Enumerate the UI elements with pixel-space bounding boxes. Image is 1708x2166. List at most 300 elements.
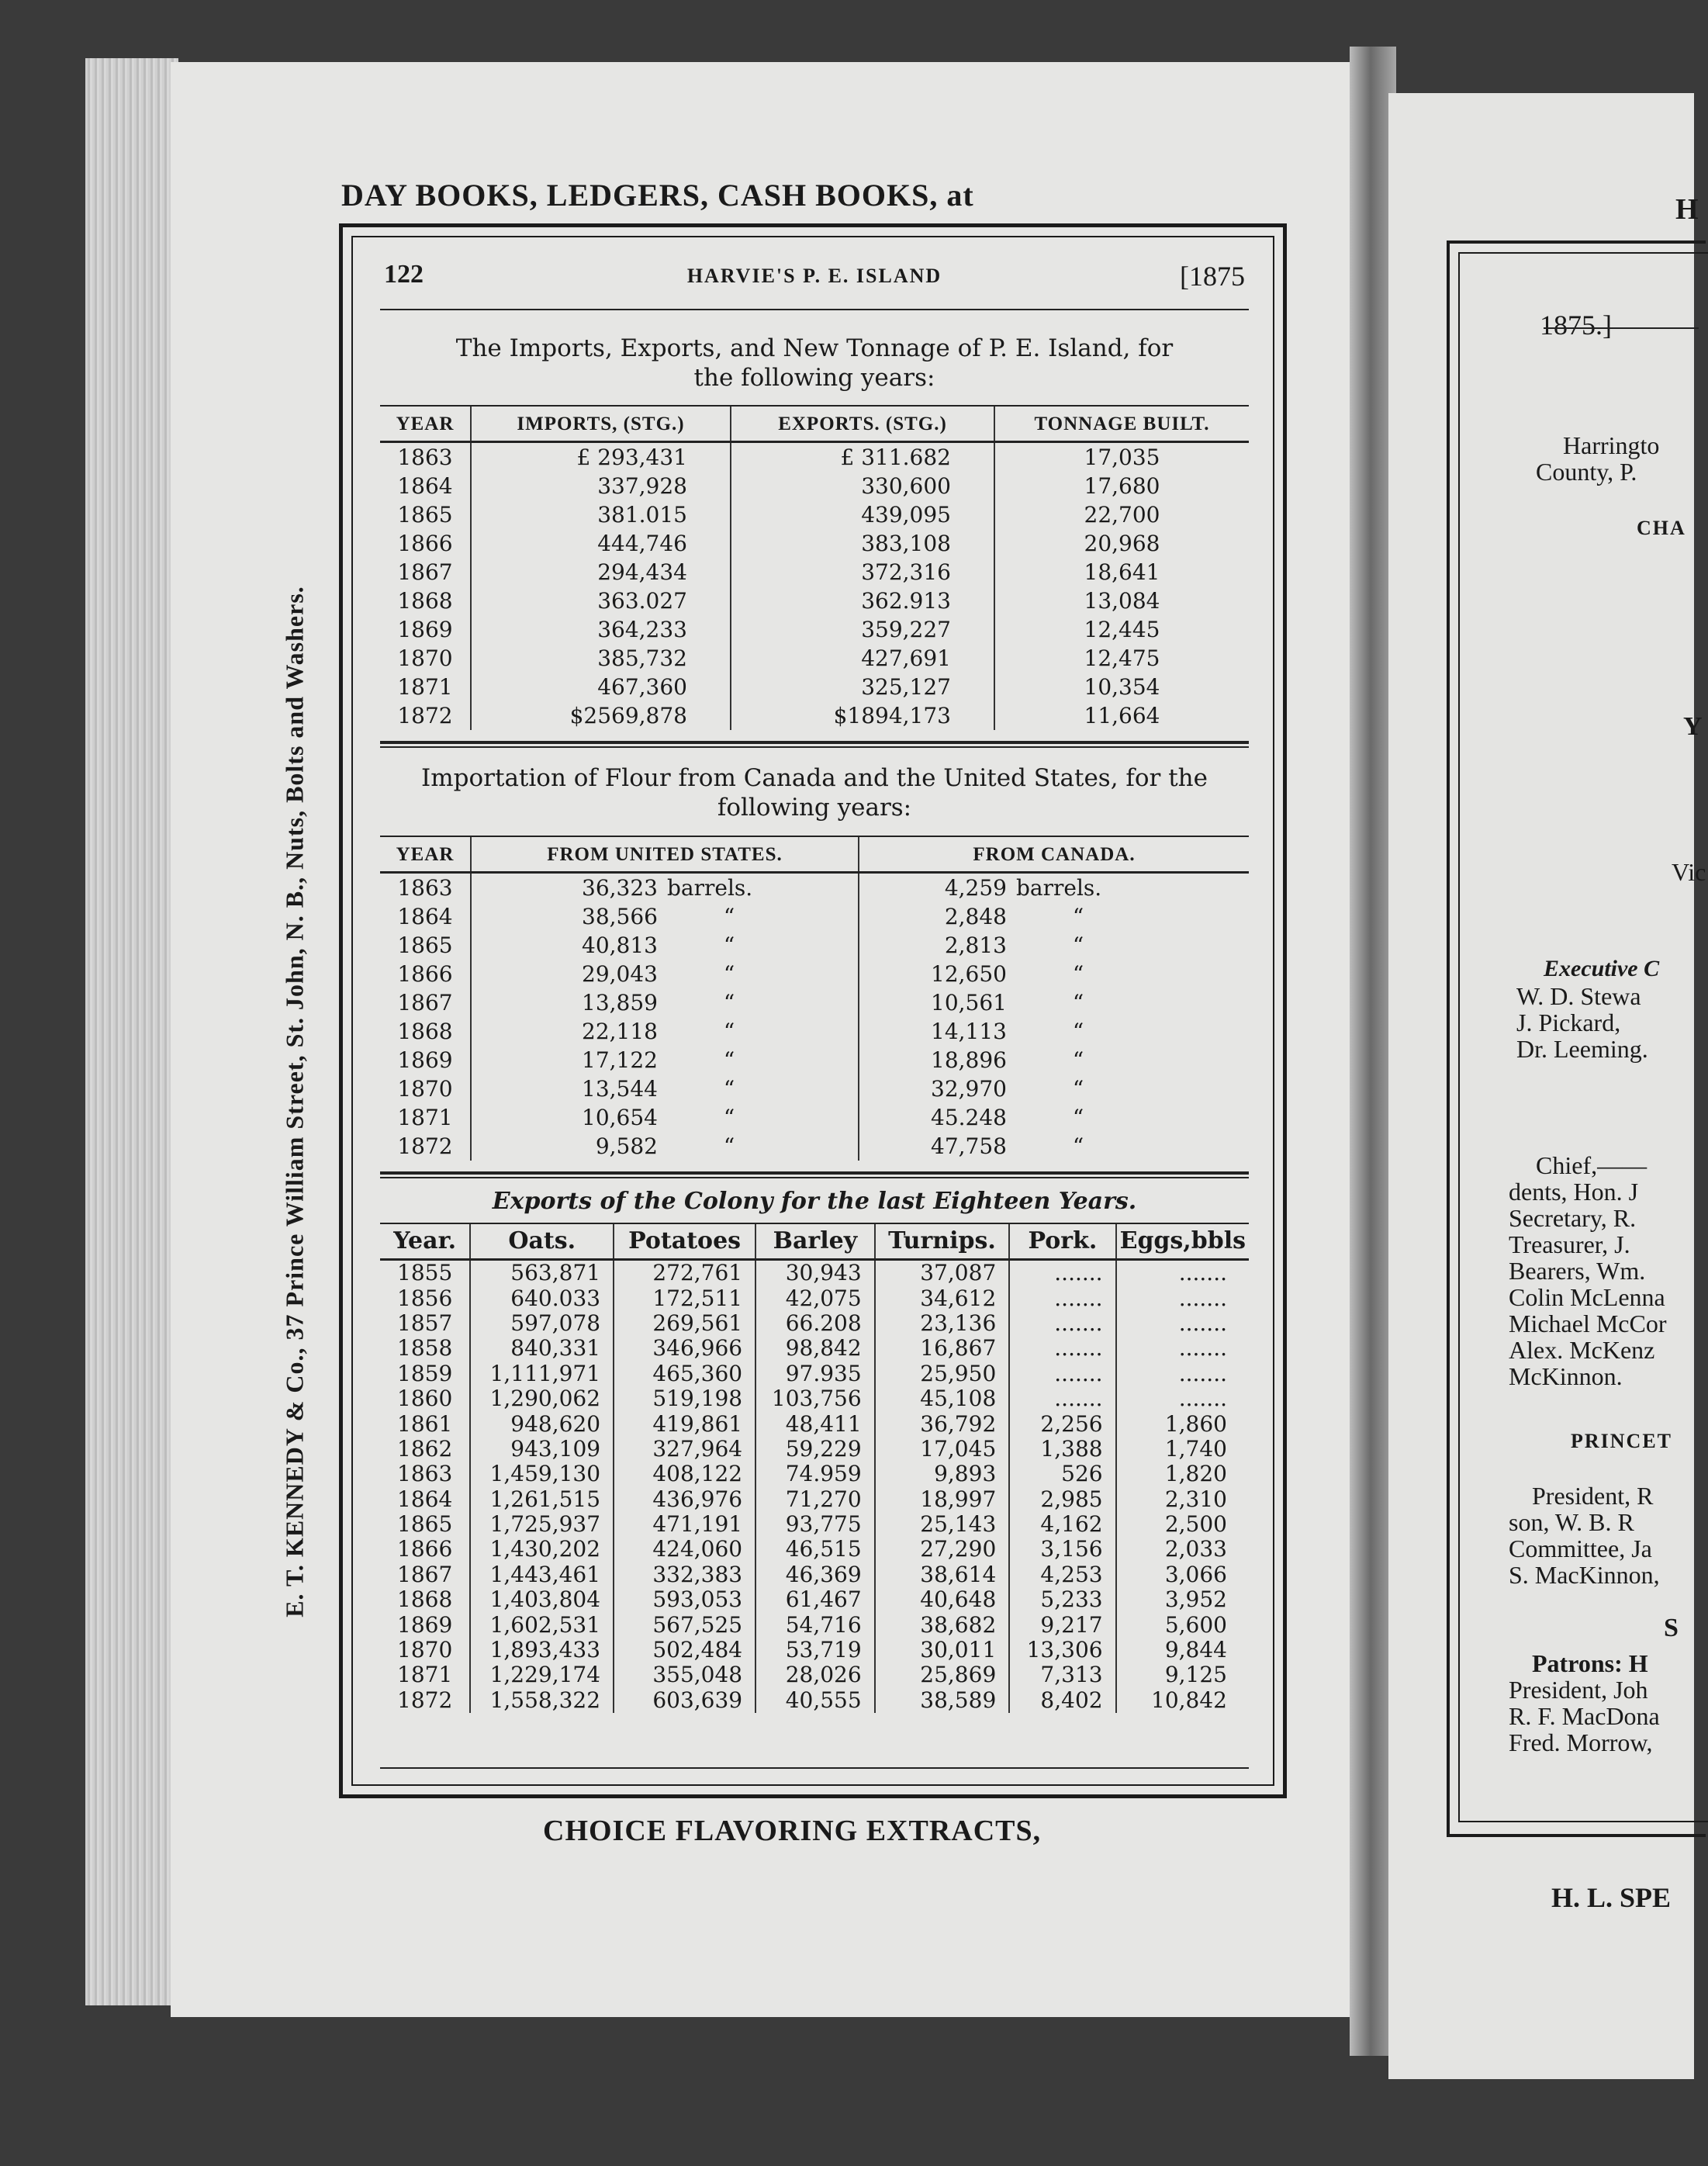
table-cell: ....... [1178, 1310, 1227, 1336]
table-cell: £ 293,431 [471, 442, 731, 472]
section3-title: Exports of the Colony for the last Eighteen Years. [492, 1188, 1137, 1215]
table-row [380, 1487, 1249, 1512]
table-cell: 1,860 [1164, 1410, 1227, 1437]
table-cell: 364,233 [471, 615, 731, 644]
table-cell [859, 1132, 1249, 1161]
table-cell-unit: “ [1072, 1018, 1084, 1044]
table-cell: 5,233 [1009, 1587, 1115, 1612]
table-cell: 471,191 [614, 1512, 755, 1537]
table-cell: 40,648 [875, 1587, 1010, 1612]
table-row [380, 1386, 1249, 1411]
table-cell-unit: “ [1072, 1133, 1084, 1159]
table-cell: 1871 [380, 1103, 471, 1132]
table-cell: 1868 [380, 1587, 470, 1612]
running-title: HARVIE'S P. E. ISLAND [686, 265, 942, 287]
table-cell-unit: “ [723, 1075, 735, 1102]
book-page-edges [85, 58, 178, 2005]
table-row [380, 1663, 1249, 1687]
table-cell: 9,893 [875, 1462, 1010, 1486]
table-cell: 362.913 [731, 586, 994, 615]
table-cell: 25,950 [875, 1362, 1010, 1386]
table-cell: 1,459,130 [470, 1462, 614, 1486]
column-header: Eggs,bbls [1116, 1224, 1249, 1260]
right-page-line: Y [1683, 712, 1703, 741]
table-cell: £ 311.682 [731, 442, 994, 472]
table-header-row [380, 837, 1249, 873]
table-cell-value: 2,813 [944, 932, 1007, 958]
right-divider [1544, 327, 1699, 329]
page-number: 122 [384, 260, 424, 289]
table-cell [471, 1132, 859, 1161]
table-cell: 363.027 [471, 586, 731, 615]
table-cell [859, 1074, 1249, 1103]
table-cell: 1861 [380, 1411, 470, 1436]
table-cell-unit: “ [1072, 989, 1084, 1016]
table-cell: 7,313 [1009, 1663, 1115, 1687]
table-cell: 1,111,971 [470, 1362, 614, 1386]
table-cell: 1865 [380, 500, 471, 529]
table-cell: 17,680 [1084, 472, 1160, 499]
table-cell [859, 988, 1249, 1017]
table-cell-unit: “ [1072, 932, 1084, 958]
table-cell: 2,256 [1009, 1411, 1115, 1436]
table-cell: 603,639 [614, 1688, 755, 1713]
table-cell: 30,943 [755, 1260, 875, 1286]
table-cell: 23,136 [875, 1311, 1010, 1336]
table-cell-unit: “ [1072, 1075, 1084, 1102]
table-cell: 1866 [380, 1537, 470, 1562]
right-page-line: Committee, Ja [1509, 1535, 1652, 1562]
table-cell: 9,844 [1164, 1637, 1227, 1663]
table-cell: 37,087 [875, 1260, 1010, 1286]
table-row [380, 1411, 1249, 1436]
table-cell [471, 931, 859, 960]
running-year: [1875 [1180, 261, 1245, 292]
table-cell: 1869 [380, 1612, 470, 1637]
table-cell: 1872 [380, 1688, 470, 1713]
table-cell: 1864 [380, 902, 471, 931]
table-row [380, 1362, 1249, 1386]
table-cell: 3,952 [1164, 1586, 1227, 1613]
table-cell: 42,075 [755, 1285, 875, 1310]
table-cell: 38,589 [875, 1688, 1010, 1713]
table-cell-unit: barrels. [667, 874, 753, 901]
table-row [380, 1537, 1249, 1562]
table-cell-unit: “ [723, 932, 735, 958]
column-header: FROM CANADA. [859, 837, 1249, 873]
table-cell-value: 10,654 [582, 1104, 658, 1130]
table-cell: 1,820 [1164, 1461, 1227, 1487]
table-cell: 1,261,515 [470, 1487, 614, 1512]
table-cell: ....... [1009, 1386, 1115, 1411]
table-cell: 12,445 [1084, 616, 1160, 642]
table-cell: ....... [1009, 1311, 1115, 1336]
column-header: Barley [755, 1224, 875, 1260]
table-cell: 1870 [380, 1074, 471, 1103]
table-cell: 1869 [380, 1046, 471, 1074]
section2-title-line1: Importation of Flour from Canada and the United States, for the [421, 764, 1208, 792]
table-cell [471, 988, 859, 1017]
table-cell: $2569,878 [471, 701, 731, 730]
table-cell: 1867 [380, 988, 471, 1017]
table-cell [471, 1046, 859, 1074]
column-header: Turnips. [875, 1224, 1010, 1260]
table-cell: 593,053 [614, 1587, 755, 1612]
right-page-line: CHA [1637, 517, 1686, 539]
table-cell: $1894,173 [731, 701, 994, 730]
table-cell-value: 17,122 [582, 1047, 658, 1073]
table-row [380, 1462, 1249, 1486]
table-cell: 27,290 [875, 1537, 1010, 1562]
table-cell: 1855 [380, 1260, 470, 1286]
table-cell: 346,966 [614, 1336, 755, 1361]
column-header: YEAR [380, 837, 471, 873]
table-cell: 1,290,062 [470, 1386, 614, 1411]
table-cell [859, 1103, 1249, 1132]
table-cell-value: 13,544 [582, 1075, 658, 1102]
table-row [380, 1437, 1249, 1462]
section1-title-line2: the following years: [693, 364, 935, 392]
right-page-line: PRINCET [1571, 1430, 1673, 1452]
table-cell: 2,500 [1164, 1511, 1227, 1538]
table-cell-unit: “ [723, 1104, 735, 1130]
right-page-line: Chief,—— [1536, 1151, 1647, 1179]
column-header: Oats. [470, 1224, 614, 1260]
table-row [380, 558, 1249, 586]
table-row [380, 873, 1249, 903]
table-cell: 1,443,461 [470, 1562, 614, 1587]
table-cell [471, 902, 859, 931]
table-cell: 10,354 [1084, 673, 1160, 700]
right-page-line: President, Joh [1509, 1676, 1648, 1704]
table-cell: 172,511 [614, 1285, 755, 1310]
table-row [380, 1688, 1249, 1713]
table-cell [859, 1017, 1249, 1046]
table-cell-unit: “ [723, 1018, 735, 1044]
table-cell: 28,026 [755, 1663, 875, 1687]
table-cell: 10,842 [1151, 1687, 1227, 1713]
table-cell: 383,108 [731, 529, 994, 558]
right-page-line: Bearers, Wm. [1509, 1257, 1646, 1285]
table-cell-value: 12,650 [931, 960, 1007, 987]
right-page-line: Treasurer, J. [1509, 1230, 1630, 1258]
right-page-line: Colin McLenna [1509, 1283, 1665, 1311]
right-page-line: W. D. Stewa [1516, 982, 1641, 1010]
table-cell: 1867 [380, 558, 471, 586]
table-cell: 1869 [380, 615, 471, 644]
table-cell: 59,229 [755, 1437, 875, 1462]
table-cell: 1,229,174 [470, 1663, 614, 1687]
table-cell: 526 [1009, 1462, 1115, 1486]
table-cell-unit: “ [723, 1047, 735, 1073]
table-cell-value: 13,859 [582, 989, 658, 1016]
table-cell-unit: “ [723, 989, 735, 1016]
table-cell: 327,964 [614, 1437, 755, 1462]
table-cell: 1870 [380, 644, 471, 673]
right-page-line: Patrons: H [1532, 1649, 1648, 1677]
table-cell: 16,867 [875, 1336, 1010, 1361]
table-cell-unit: “ [1072, 1104, 1084, 1130]
table-cell: 25,869 [875, 1663, 1010, 1687]
column-header: Pork. [1009, 1224, 1115, 1260]
table-cell: 98,842 [755, 1336, 875, 1361]
table-cell: 359,227 [731, 615, 994, 644]
table-cell: 519,198 [614, 1386, 755, 1411]
table-cell [859, 873, 1249, 903]
table-cell: 1863 [380, 873, 471, 903]
table-cell: 1865 [380, 931, 471, 960]
table-cell: 93,775 [755, 1512, 875, 1537]
table-cell [859, 931, 1249, 960]
table-cell: 1858 [380, 1336, 470, 1361]
table-cell-value: 14,113 [931, 1018, 1007, 1044]
right-top-letter: H [1675, 193, 1699, 226]
table-cell: 40,555 [755, 1688, 875, 1713]
table-cell: 1871 [380, 1663, 470, 1687]
divider [380, 1171, 1249, 1175]
right-year-label: 1875.] [1540, 310, 1612, 341]
table-row [380, 644, 1249, 673]
table-row [380, 1311, 1249, 1336]
table-row [380, 442, 1249, 472]
table-cell: 38,682 [875, 1612, 1010, 1637]
table-cell: 272,761 [614, 1260, 755, 1286]
right-page-line: S. MacKinnon, [1509, 1561, 1660, 1589]
table-cell: 840,331 [470, 1336, 614, 1361]
table-cell: 1,558,322 [470, 1688, 614, 1713]
right-page-line: Michael McCor [1509, 1310, 1667, 1337]
table-cell: 325,127 [731, 673, 994, 701]
table-cell-unit: “ [1072, 903, 1084, 929]
table-cell: 4,162 [1009, 1512, 1115, 1537]
table-cell [471, 1074, 859, 1103]
table-cell: 381.015 [471, 500, 731, 529]
divider [380, 1177, 1249, 1178]
table-cell: 427,691 [731, 644, 994, 673]
table-cell-value: 22,118 [582, 1018, 658, 1044]
table-cell: 4,253 [1009, 1562, 1115, 1587]
table-cell: ....... [1009, 1336, 1115, 1361]
table-cell: 1862 [380, 1437, 470, 1462]
table-cell: 419,861 [614, 1411, 755, 1436]
table-row [380, 701, 1249, 730]
table-cell: ....... [1178, 1360, 1227, 1386]
table-cell: 61,467 [755, 1587, 875, 1612]
table-cell: 1871 [380, 673, 471, 701]
table-cell [471, 1017, 859, 1046]
table-cell: 2,310 [1164, 1486, 1227, 1512]
table-cell: ....... [1009, 1285, 1115, 1310]
right-page-line: Alex. McKenz [1509, 1336, 1655, 1364]
right-page-line: McKinnon. [1509, 1362, 1623, 1390]
table-cell [859, 1046, 1249, 1074]
table-cell: 17,045 [875, 1437, 1010, 1462]
flour-import-table [380, 837, 1249, 1161]
table-cell: ....... [1178, 1335, 1227, 1362]
imports-exports-table [380, 407, 1249, 730]
table-cell: 8,402 [1009, 1688, 1115, 1713]
right-page-line: Harringto [1563, 431, 1660, 459]
table-cell: 38,614 [875, 1562, 1010, 1587]
table-row [380, 988, 1249, 1017]
table-cell: 1859 [380, 1362, 470, 1386]
table-cell: 269,561 [614, 1311, 755, 1336]
table-cell: 1864 [380, 472, 471, 500]
table-cell: 1870 [380, 1638, 470, 1663]
column-header: YEAR [380, 407, 471, 442]
table-cell: 1863 [380, 1462, 470, 1486]
column-header: EXPORTS. (STG.) [731, 407, 994, 442]
table-cell: 1867 [380, 1562, 470, 1587]
table-cell: 17,035 [1084, 444, 1160, 470]
table-cell-value: 10,561 [931, 989, 1007, 1016]
table-cell: 385,732 [471, 644, 731, 673]
table-cell: ....... [1178, 1260, 1227, 1286]
colony-exports-table [380, 1224, 1249, 1713]
table-row [380, 1612, 1249, 1637]
table-row [380, 1512, 1249, 1537]
table-cell [859, 960, 1249, 988]
table-cell: 436,976 [614, 1487, 755, 1512]
table-row [380, 673, 1249, 701]
table-cell: 34,612 [875, 1285, 1010, 1310]
table-row [380, 931, 1249, 960]
divider [380, 746, 1249, 748]
table-cell: 332,383 [614, 1562, 755, 1587]
bottom-advertisement-banner: CHOICE FLAVORING EXTRACTS, [543, 1815, 1042, 1847]
table-cell: 12,475 [1084, 645, 1160, 671]
table-cell: 948,620 [470, 1411, 614, 1436]
table-cell-value: 32,970 [931, 1075, 1007, 1102]
table-cell: 1860 [380, 1386, 470, 1411]
table-cell: 45,108 [875, 1386, 1010, 1411]
table-cell-unit: “ [723, 903, 735, 929]
right-bottom-banner: H. L. SPE [1551, 1882, 1672, 1913]
table-cell: 1864 [380, 1487, 470, 1512]
table-cell: 11,664 [1084, 702, 1160, 728]
right-page-line: Dr. Leeming. [1516, 1035, 1648, 1063]
column-header: Year. [380, 1224, 470, 1260]
table-row [380, 1046, 1249, 1074]
table-cell: 1868 [380, 1017, 471, 1046]
table-cell: ....... [1009, 1260, 1115, 1286]
table-cell: 66.208 [755, 1311, 875, 1336]
table-cell: 408,122 [614, 1462, 755, 1486]
table-row [380, 1017, 1249, 1046]
right-page-line: County, P. [1536, 458, 1637, 486]
table-cell: 1,430,202 [470, 1537, 614, 1562]
table-cell [859, 902, 1249, 931]
table-cell: 330,600 [731, 472, 994, 500]
column-header: FROM UNITED STATES. [471, 837, 859, 873]
table-cell-unit: barrels. [1016, 874, 1102, 901]
table-cell: 103,756 [755, 1386, 875, 1411]
table-cell: 1856 [380, 1285, 470, 1310]
table-row [380, 902, 1249, 931]
table-cell: 467,360 [471, 673, 731, 701]
table-cell: 1863 [380, 442, 471, 472]
table-cell: 36,792 [875, 1411, 1010, 1436]
right-page-line: Executive C [1544, 956, 1660, 981]
table-cell-value: 38,566 [582, 903, 658, 929]
table-cell-unit: “ [723, 960, 735, 987]
table-cell: 3,066 [1164, 1561, 1227, 1587]
table-cell: 337,928 [471, 472, 731, 500]
table-row [380, 1260, 1249, 1286]
table-cell: 46,369 [755, 1562, 875, 1587]
table-cell: 53,719 [755, 1638, 875, 1663]
table-cell-unit: “ [1072, 960, 1084, 987]
table-cell: 1857 [380, 1311, 470, 1336]
table-cell: ....... [1009, 1362, 1115, 1386]
table-cell: 424,060 [614, 1537, 755, 1562]
right-page-line: dents, Hon. J [1509, 1178, 1639, 1206]
table-cell: 9,125 [1164, 1662, 1227, 1688]
table-cell: 97.935 [755, 1362, 875, 1386]
table-cell: 567,525 [614, 1612, 755, 1637]
table-cell: 597,078 [470, 1311, 614, 1336]
table-cell: 18,997 [875, 1487, 1010, 1512]
table-cell: 1872 [380, 701, 471, 730]
column-header: TONNAGE BUILT. [994, 407, 1249, 442]
table-cell: 9,217 [1009, 1612, 1115, 1637]
table-cell: 1,602,531 [470, 1612, 614, 1637]
table-cell: 18,641 [1084, 559, 1160, 585]
table-cell: 3,156 [1009, 1537, 1115, 1562]
table-cell: 355,048 [614, 1663, 755, 1687]
table-cell: ....... [1178, 1386, 1227, 1412]
table-row [380, 500, 1249, 529]
table-row [380, 1562, 1249, 1587]
right-page-line: S [1664, 1614, 1679, 1642]
table-cell-value: 40,813 [582, 932, 658, 958]
right-page-line: son, W. B. R [1509, 1508, 1634, 1536]
table-cell: 5,600 [1164, 1611, 1227, 1638]
section2-title-line2: following years: [717, 794, 912, 822]
table-cell-value: 36,323 [582, 874, 658, 901]
table-cell: 46,515 [755, 1537, 875, 1562]
divider [380, 741, 1249, 744]
column-header: Potatoes [614, 1224, 755, 1260]
top-advertisement-banner: DAY BOOKS, LEDGERS, CASH BOOKS, at [341, 178, 974, 213]
table-cell: 1,725,937 [470, 1512, 614, 1537]
right-page-line: President, R [1532, 1482, 1654, 1510]
table-cell-value: 29,043 [582, 960, 658, 987]
table-cell: 640.033 [470, 1285, 614, 1310]
table-row [380, 1132, 1249, 1161]
divider [380, 309, 1249, 310]
table-row [380, 615, 1249, 644]
table-header-row [380, 1224, 1249, 1260]
table-cell: 294,434 [471, 558, 731, 586]
table-cell: 372,316 [731, 558, 994, 586]
table-cell [471, 1103, 859, 1132]
section1-title-line1: The Imports, Exports, and New Tonnage of P. E. Island, for [455, 334, 1174, 362]
table-row [380, 1587, 1249, 1612]
table-cell [471, 960, 859, 988]
table-cell: 1,893,433 [470, 1638, 614, 1663]
table-cell: 48,411 [755, 1411, 875, 1436]
table-row [380, 1638, 1249, 1663]
table-cell: 563,871 [470, 1260, 614, 1286]
table-cell: 54,716 [755, 1612, 875, 1637]
table-cell: 1,740 [1164, 1435, 1227, 1462]
table-cell: 22,700 [1084, 501, 1160, 528]
table-cell: 74.959 [755, 1462, 875, 1486]
table-cell: 30,011 [875, 1638, 1010, 1663]
table-cell: 1866 [380, 529, 471, 558]
table-cell-value: 47,758 [931, 1133, 1007, 1159]
